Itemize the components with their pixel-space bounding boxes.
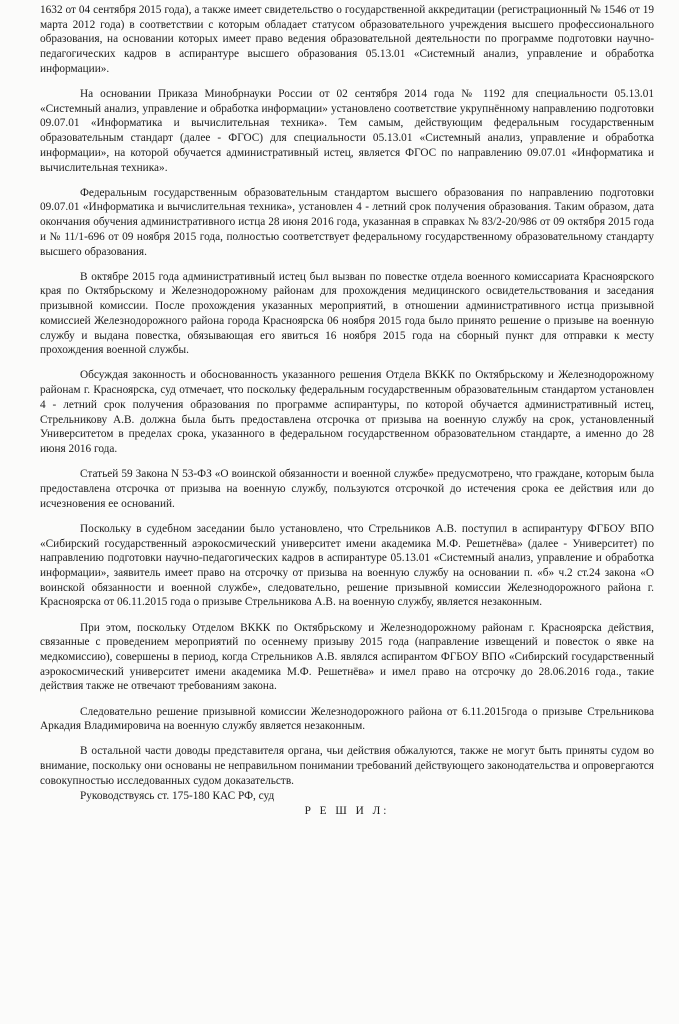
- paragraph-accreditation: 1632 от 04 сентября 2015 года), а также имеет свидетельство о государственной аккредитации (регистрационный № 1546 от 19 марта 2012 года) в соответствии с которым обладает статусом образовательного учреждения высшего профессионального образования, на основании которых имеет право ведения образовательной деятельности по программе подготовки научно-педагогических кадров в аспирантуре высшего образования 05.13.01 «Системный анализ, управление и обработка информации».: [40, 4, 654, 75]
- guided-by-line: Руководствуясь ст. 175-180 КАС РФ, суд: [80, 789, 275, 802]
- paragraph-fgos-term: Федеральным государственным образовательным стандартом высшего образования по направлению подготовки 09.07.01 «Информатика и вычислительная техника», установлен 4 - летний срок получения образования. Таким образом, дата окончания обучения административного истца 28 июня 2016 года, указанная в справках № 83/2-20/986 от 09 октября 2015 года и № 11/1-696 от 09 ноября 2015 года, полностью соответствует федеральному государственному образовательному стандарту высшего образования.: [40, 186, 654, 258]
- paragraph-court-reasoning: Обсуждая законность и обоснованность указанного решения Отдела ВККК по Октябрьскому и Железнодорожному районам г. Красноярска, суд отмечает, что поскольку федеральным государственным образовательным стандартом установлен 4 - летний срок получения образования по программе аспирантуры, по которой обучается административный истец, Стрельникову А.В. должна была быть предоставлена отсрочка от призыва на военную службу на срок, установленный Университетом в пределах срока, указанного в федеральном государственном образовательном стандарте, а именно до 28 июня 2016 года.: [40, 369, 654, 455]
- paragraph-decision-unlawful: Следовательно решение призывной комиссии Железнодорожного района от 6.11.2015года о призыве Стрельникова Аркадия Владимировича на военную службу является незаконным.: [40, 705, 654, 733]
- paragraph-article-59: Статьей 59 Закона N 53-ФЗ «О воинской обязанности и военной службе» предусмотрено, что граждане, которым была предоставлена отсрочка от призыва на военную службу, пользуются отсрочкой до истечения срока ее действия или до исчезновения ее оснований.: [40, 468, 654, 510]
- paragraph-order-1192: На основании Приказа Минобрнауки России от 02 сентября 2014 года № 1192 для специальности 05.13.01 «Системный анализ, управление и обработка информации» установлено соответствие укрупнённому направлению подготовки 09.07.01 «Информатика и вычислительная техника». Тем самым, действующим федеральным государственным образовательным стандарт (далее - ФГОС) для специальности 05.13.01 «Системный анализ, управление и обработка информации», на которой обучается административный истец, является ФГОС по направлению 09.07.01 «Информатика и вычислительная техника».: [40, 88, 654, 174]
- paragraph-department-actions: При этом, поскольку Отделом ВККК по Октябрьскому и Железнодорожному районам г. Красноярска действия, связанные с проведением мероприятий по осеннему призыву 2015 года (направление извещений и повесток о явке на медкомиссию), совершены в период, когда Стрельников А.В. являлся аспирантом ФГБОУ ВПО «Сибирский государственный аэрокосмический университет имени академика М.Ф. Решетнёва» и имел право на отсрочку до 28.06.2016 года., такие действия также не отвечают требованиям закона.: [40, 621, 654, 693]
- document-body: [40, 3, 654, 819]
- decision-heading: Р Е Ш И Л:: [304, 805, 390, 818]
- paragraph-postgraduate-deferral: Поскольку в судебном заседании было установлено, что Стрельников А.В. поступил в аспирантуру ФГБОУ ВПО «Сибирский государственный аэрокосмический университет имени академика М.Ф. Решетнёва» (далее - Университет) по направлению подготовки научно-педагогических кадров в аспирантуре 05.13.01 «Системный анализ, управление и обработка информации», заявитель имеет право на отсрочку от призыва на военную службу на основании п. «б» ч.2 ст.24 закона «О воинской обязанности и военной службе», следовательно, решение призывной комиссии Железнодорожного района г. Красноярска от 06.11.2015 года о призыве Стрельникова А.В. на военную службу, является незаконным.: [40, 522, 654, 609]
- paragraph-summons: В октябре 2015 года административный истец был вызван по повестке отдела военного комиссариата Красноярского края по Октябрьскому и Железнодорожному районам для прохождения медицинского освидетельствования и заседания призывной комиссии. После прохождения указанных мероприятий, в отношении административного истца призывной комиссией Железнодорожного района города Красноярска 06 ноября 2015 года было принято решение о призыве на военную службу и выдана повестка, обязывающая его явиться 16 ноября 2015 года на сборный пункт для отправки к месту прохождения военной службы.: [40, 270, 654, 357]
- paragraph-remaining-arguments: В остальной части доводы представителя органа, чьи действия обжалуются, также не могут быть приняты судом во внимание, поскольку они основаны не неправильном понимании требований действующего законодательства и опровергаются совокупностью исследованных судом доказательств.: [40, 745, 654, 787]
